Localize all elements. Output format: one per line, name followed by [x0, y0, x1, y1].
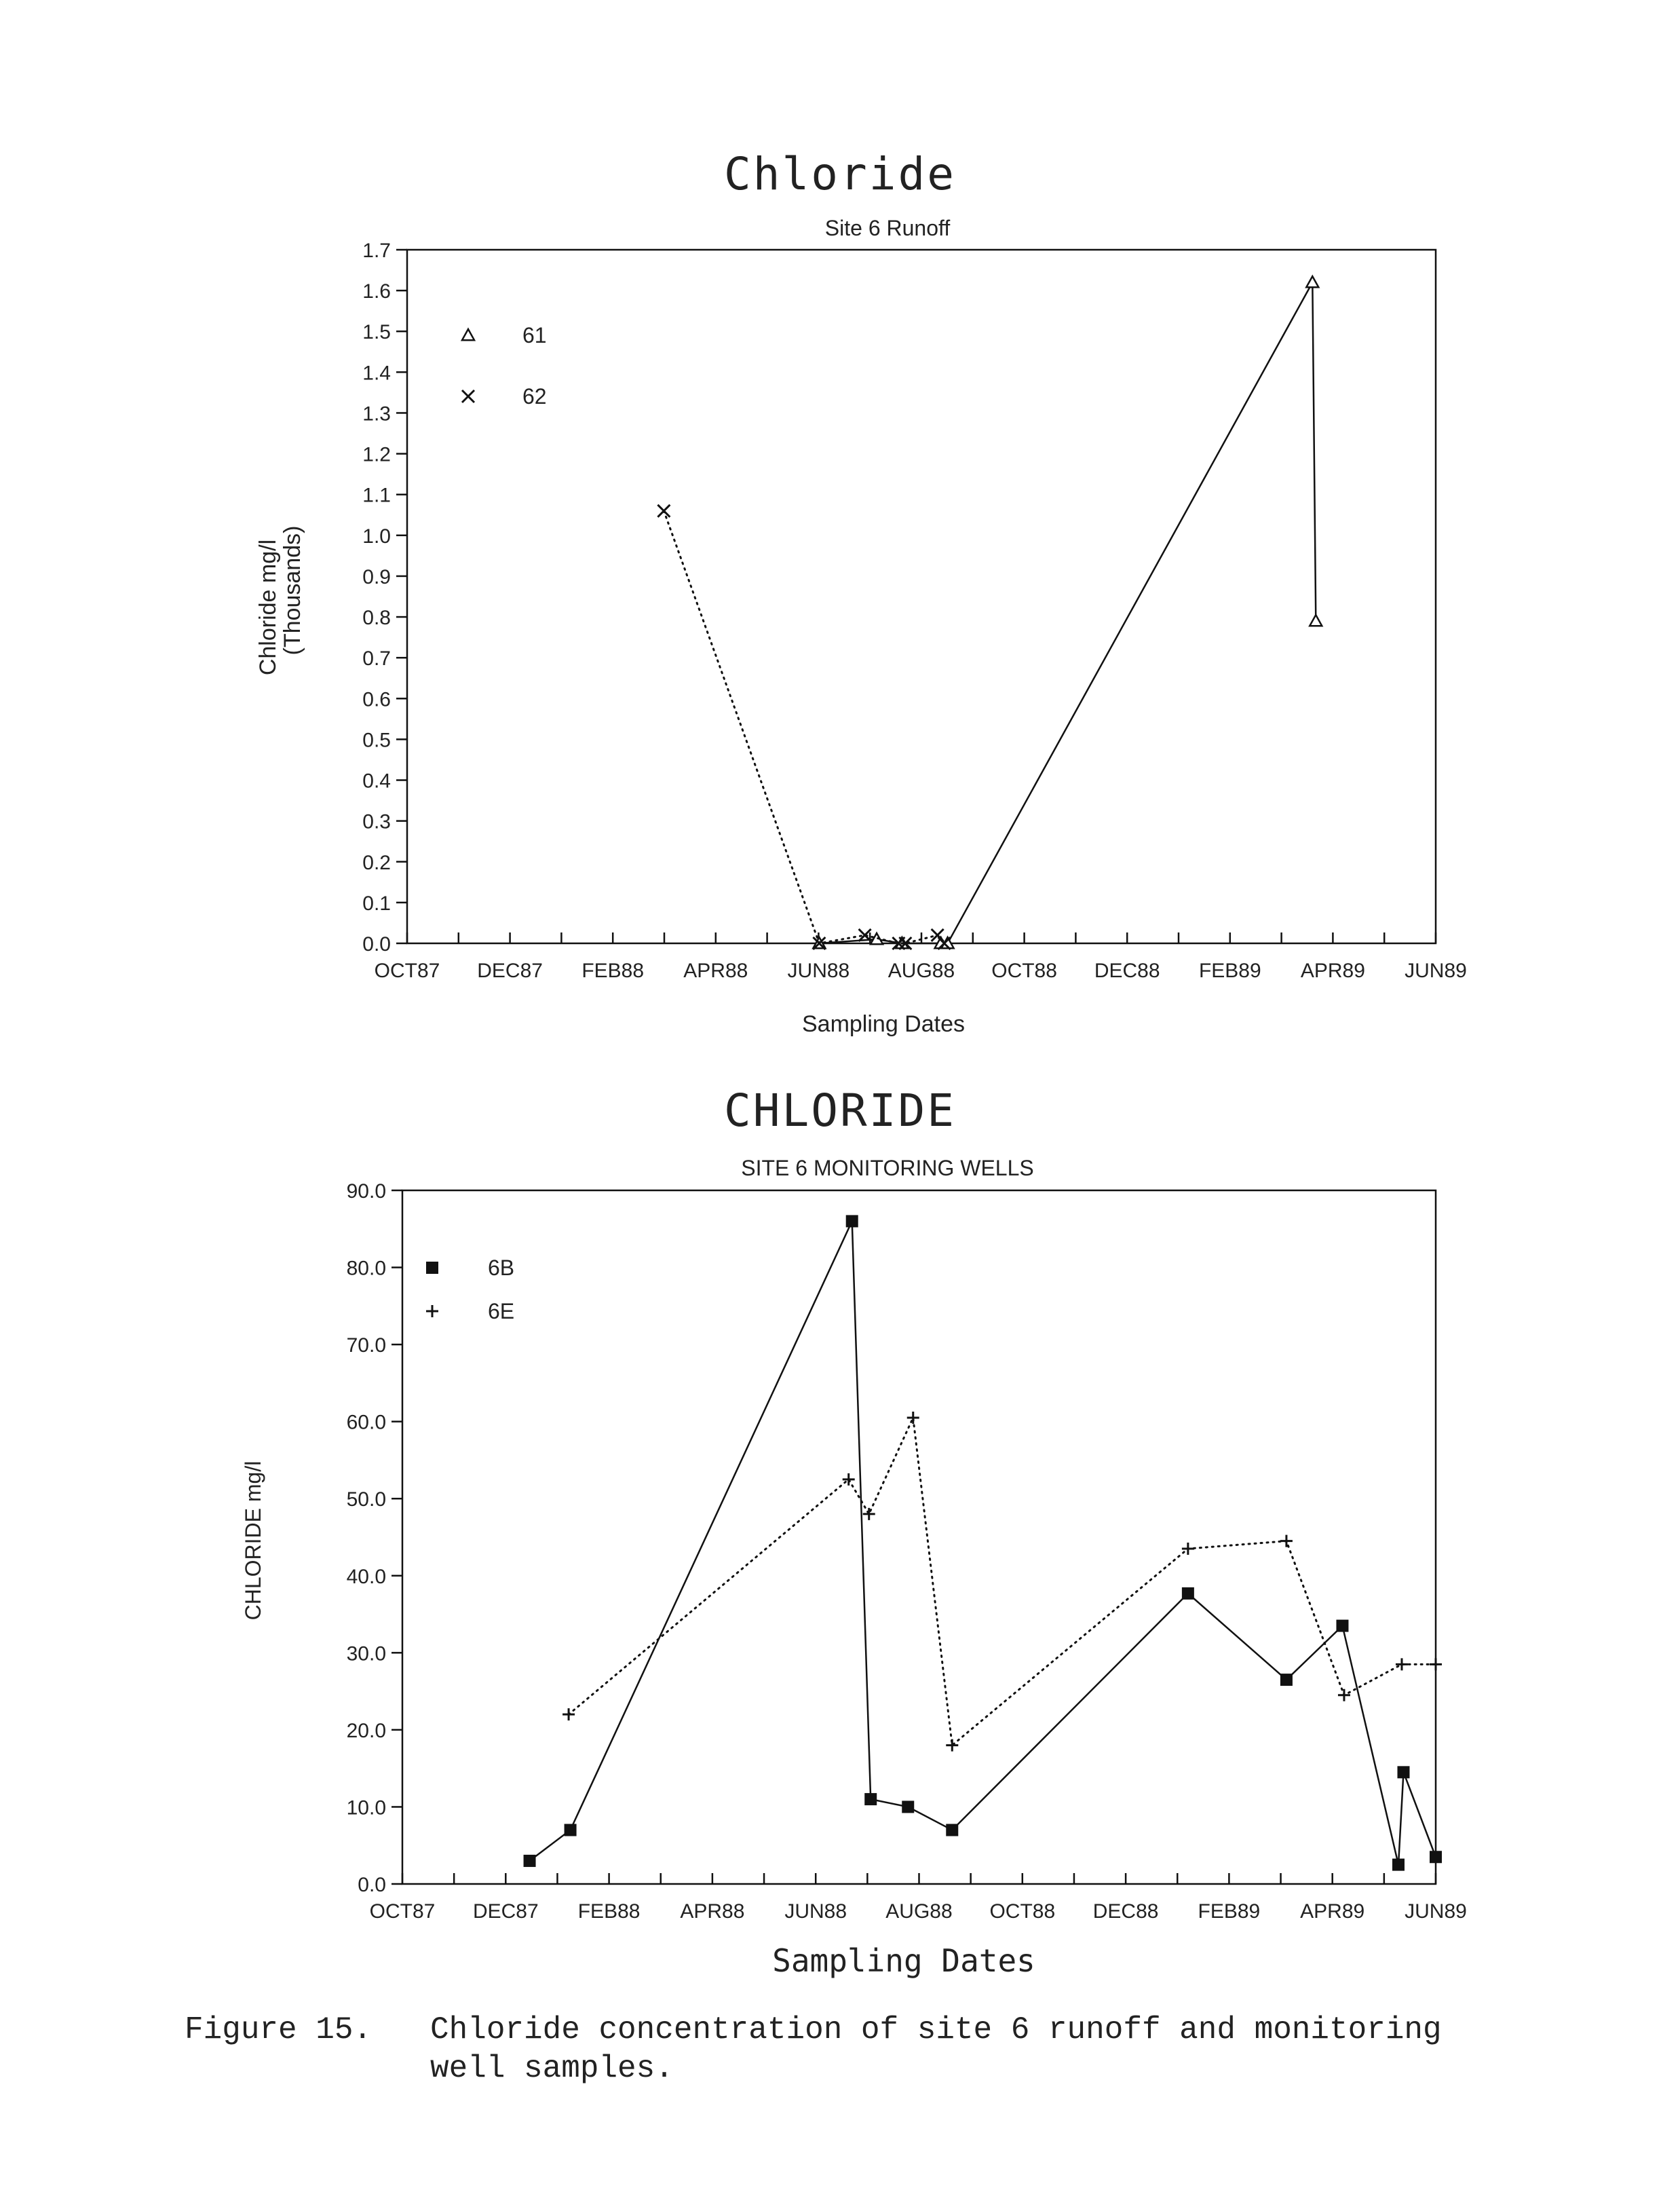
chart2-ytick-label: 30.0: [346, 1642, 386, 1665]
chart1-ytick-label: 0.3: [362, 810, 391, 833]
chart2-xtick-label: JUN88: [784, 1900, 847, 1923]
chart2-xtick-label: APR89: [1300, 1900, 1365, 1923]
chart2-series-6B-point: [1182, 1587, 1194, 1600]
chart1-xtick-label: DEC88: [1094, 960, 1160, 982]
chart1-xtick-label: APR88: [683, 960, 748, 982]
chart2-series-6B-point: [1280, 1674, 1293, 1686]
chart2-series-6B-point: [1336, 1620, 1348, 1632]
chart2-ytick-label: 60.0: [346, 1411, 386, 1434]
chart2-ytick-label: 40.0: [346, 1565, 386, 1588]
chart1-ytick-label: 0.7: [362, 647, 391, 671]
chart2-ytick-label: 90.0: [346, 1180, 386, 1203]
chart1-xtick-label: JUN89: [1405, 960, 1467, 982]
chart1-xtick-label: OCT87: [374, 960, 440, 982]
chart2-legend-6B-marker: [426, 1262, 438, 1274]
chart2-ytick-label: 50.0: [346, 1488, 386, 1511]
chart2-plot-frame: [402, 1190, 1436, 1884]
chart2-series-6E-point: [1338, 1689, 1350, 1701]
chart1-ytick-label: 0.1: [362, 892, 391, 915]
chart1-ytick-label: 1.4: [362, 362, 391, 385]
chart1-ytick-label: 1.2: [362, 443, 391, 466]
chart1-ylabel-units: (Thousands): [280, 525, 305, 656]
chart2-ylabel: CHLORIDE mg/l: [241, 1460, 265, 1621]
chart2-ytick-label: 80.0: [346, 1257, 386, 1280]
chart2-series-6E-point: [946, 1739, 958, 1752]
chart1-title: Chloride: [724, 148, 956, 200]
chart2-xtick-label: AUG88: [885, 1900, 953, 1923]
chart2-xtick-label: FEB89: [1198, 1900, 1261, 1923]
chart1-xtick-label: OCT88: [991, 960, 1057, 982]
chart1-ytick-label: 1.6: [362, 280, 391, 303]
chart2-series-6B-point: [1430, 1851, 1442, 1863]
chart2-ytick-label: 10.0: [346, 1796, 386, 1819]
chart2-series-6E-point: [863, 1508, 875, 1520]
chart1-xtick-label: DEC87: [477, 960, 543, 982]
chart1-xtick-label: APR89: [1300, 960, 1365, 982]
chart2-legend-6E-label: 6E: [488, 1299, 515, 1323]
chart2-series-6E-point: [1396, 1658, 1408, 1670]
chart1-ytick-label: 0.6: [362, 688, 391, 711]
chart2-xtick-label: OCT87: [369, 1900, 436, 1923]
chart1-ytick-label: 0.2: [362, 851, 391, 874]
chart2-series-6B-point: [524, 1855, 536, 1867]
chart2-xlabel: Sampling Dates: [772, 1942, 1035, 1979]
chart2-legend-6B-label: 6B: [488, 1256, 515, 1280]
figure-caption-label: Figure 15.: [185, 2012, 373, 2048]
chart1-ytick-label: 1.5: [362, 321, 391, 344]
chart2-title: CHLORIDE: [724, 1084, 956, 1137]
chart2-ytick-label: 0.0: [358, 1874, 386, 1896]
chart2-xtick-label: FEB88: [577, 1900, 641, 1923]
chart1-xtick-label: AUG88: [887, 960, 955, 982]
chart2-ytick-label: 20.0: [346, 1719, 386, 1742]
chart2-series-6E-point: [1280, 1535, 1293, 1547]
chart2-series-6E-point: [1430, 1658, 1442, 1670]
chart1-ytick-label: 1.3: [362, 402, 391, 426]
chart1-legend-61-label: 61: [522, 323, 547, 347]
chart2-xtick-label: OCT88: [989, 1900, 1056, 1923]
chart1-ytick-label: 0.9: [362, 565, 391, 588]
chart1-ytick-label: 1.0: [362, 525, 391, 548]
chart1-ytick-label: 0.0: [362, 933, 391, 956]
chart2-ytick-label: 70.0: [346, 1334, 386, 1357]
chart1-ylabel: Chloride mg/l: [255, 539, 281, 676]
chart1-xtick-label: FEB89: [1198, 960, 1261, 982]
chart2-xtick-label: DEC88: [1092, 1900, 1159, 1923]
chart1-ytick-label: 0.4: [362, 770, 391, 793]
chart1-ytick-label: 1.7: [362, 240, 391, 262]
chart2-series-6E-line: [569, 1418, 1436, 1746]
chart1-legend-62-label: 62: [522, 384, 547, 409]
chart1-ytick-label: 0.5: [362, 729, 391, 752]
chart2-series-6B-point: [1392, 1859, 1405, 1871]
chart1-ytick-label: 0.8: [362, 607, 391, 630]
chart2-series-6B-point: [565, 1824, 577, 1836]
figure-caption-line1: Chloride concentration of site 6 runoff and monitoring: [430, 2012, 1442, 2048]
chart1-xtick-label: FEB88: [581, 960, 645, 982]
chart2-series-6B-point: [946, 1824, 958, 1836]
chart2-series-6B-point: [1397, 1766, 1409, 1778]
chart2-subtitle: SITE 6 MONITORING WELLS: [741, 1156, 1034, 1180]
chart2-series-6B-point: [846, 1215, 858, 1227]
chart2-xtick-label: DEC87: [472, 1900, 539, 1923]
chart2-series-6E-point: [907, 1412, 919, 1424]
chart2-series-6B-point: [864, 1793, 877, 1805]
chart1-subtitle: Site 6 Runoff: [824, 216, 951, 240]
chart1-ytick-label: 1.1: [362, 484, 391, 507]
chart2-series-6B-line: [530, 1221, 1436, 1864]
chart1-xlabel: Sampling Dates: [801, 1011, 966, 1037]
chart2-xtick-label: APR88: [680, 1900, 745, 1923]
chart2-xtick-label: JUN89: [1405, 1900, 1467, 1923]
chart2-series-6B-point: [902, 1800, 914, 1813]
figure-caption-line2: well samples.: [430, 2051, 674, 2086]
chart1-xtick-label: JUN88: [787, 960, 850, 982]
chart2-legend-6E-marker: [426, 1305, 438, 1317]
